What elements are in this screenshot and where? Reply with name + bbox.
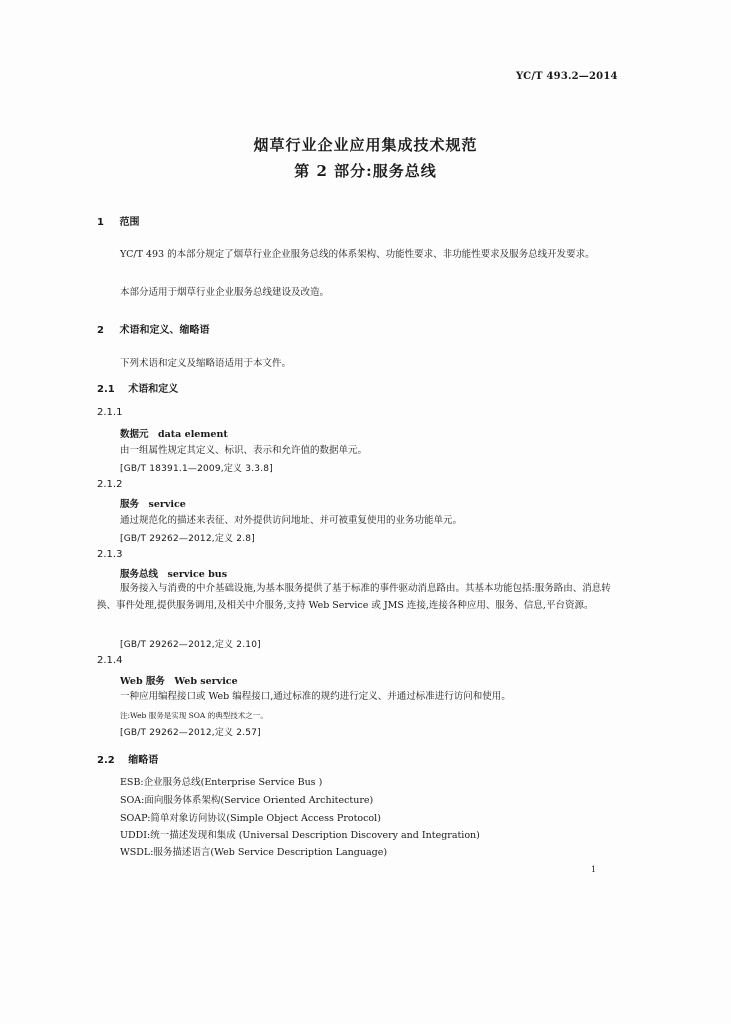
section-number: 1 (97, 217, 104, 228)
section-2-intro: 下列术语和定义及缩略语适用于本文件。 (120, 358, 292, 369)
section-title: 范围 (119, 217, 140, 228)
term-name: 服务 service (120, 499, 186, 510)
section-number: 2 (97, 325, 104, 336)
term-source: [GB/T 29262—2012,定义 2.10] (120, 640, 261, 650)
abbreviation-item: WSDL:服务描述语言(Web Service Description Language) (120, 847, 388, 858)
abbreviation-item: SOAP:简单对象访问协议(Simple Object Access Protocol) (120, 813, 381, 824)
term-definition: 由一组属性规定其定义、标识、表示和允许值的数据单元。 (120, 445, 368, 456)
section-number: 2.1 (97, 384, 115, 395)
section-title: 术语和定义、缩略语 (119, 325, 210, 336)
section-title: 缩略语 (128, 755, 159, 766)
term-definition: 通过规范化的描述来表征、对外提供访问地址、并可被重复使用的业务功能单元。 (120, 515, 463, 526)
term-name: Web 服务 Web service (120, 676, 238, 687)
term-number: 2.1.1 (97, 407, 123, 418)
section-1-paragraph: YC/T 493 的本部分规定了烟草行业企业服务总线的体系架构、功能性要求、非功能性要求及服务总线开发要求。 (120, 249, 595, 260)
section-1-paragraph: 本部分适用于烟草行业企业服务总线建设及改造。 (120, 287, 330, 298)
term-source: [GB/T 18391.1—2009,定义 3.3.8] (120, 464, 273, 474)
term-definition: 一种应用编程接口或 Web 编程接口,通过标准的规约进行定义、并通过标准进行访问和使用。 (120, 691, 511, 702)
page-number: 1 (591, 865, 597, 874)
document-title: 烟草行业企业应用集成技术规范 (253, 136, 478, 154)
section-2-heading (97, 321, 209, 336)
term-name: 服务总线 service bus (120, 569, 228, 580)
abbreviation-item: UDDI:统一描述发现和集成 (Universal Description Discovery and Integration) (120, 830, 480, 841)
term-number: 2.1.4 (97, 655, 123, 666)
standard-number: YC/T 493.2—2014 (516, 71, 618, 82)
term-number: 2.1.3 (97, 549, 123, 560)
section-2-1-heading (97, 380, 178, 395)
section-number: 2.2 (97, 755, 115, 766)
abbreviation-item: ESB:企业服务总线(Enterprise Service Bus ) (120, 777, 323, 788)
term-definition: 服务接入与消费的中介基础设施,为基本服务提供了基于标准的事件驱动消息路由。其基本功能包括:服务路由、消息转换、事件处理,提供服务调用,及相关中介服务,支持 Web Service 或 JMS 连接,连接各种应用、服务、信息,平台资源。 (97, 583, 611, 611)
term-name: 数据元 data element (120, 429, 228, 440)
section-1-heading (97, 213, 139, 228)
term-source: [GB/T 29262—2012,定义 2.8] (120, 534, 255, 544)
term-source: [GB/T 29262—2012,定义 2.57] (120, 728, 261, 738)
term-note: 注:Web 服务是实现 SOA 的典型技术之一。 (120, 711, 268, 720)
abbreviation-item: SOA:面向服务体系架构(Service Oriented Architecture) (120, 795, 374, 806)
section-title: 术语和定义 (128, 384, 179, 395)
document-subtitle: 第 2 部分:服务总线 (294, 162, 437, 180)
term-number: 2.1.2 (97, 479, 123, 490)
section-2-2-heading (97, 751, 158, 766)
